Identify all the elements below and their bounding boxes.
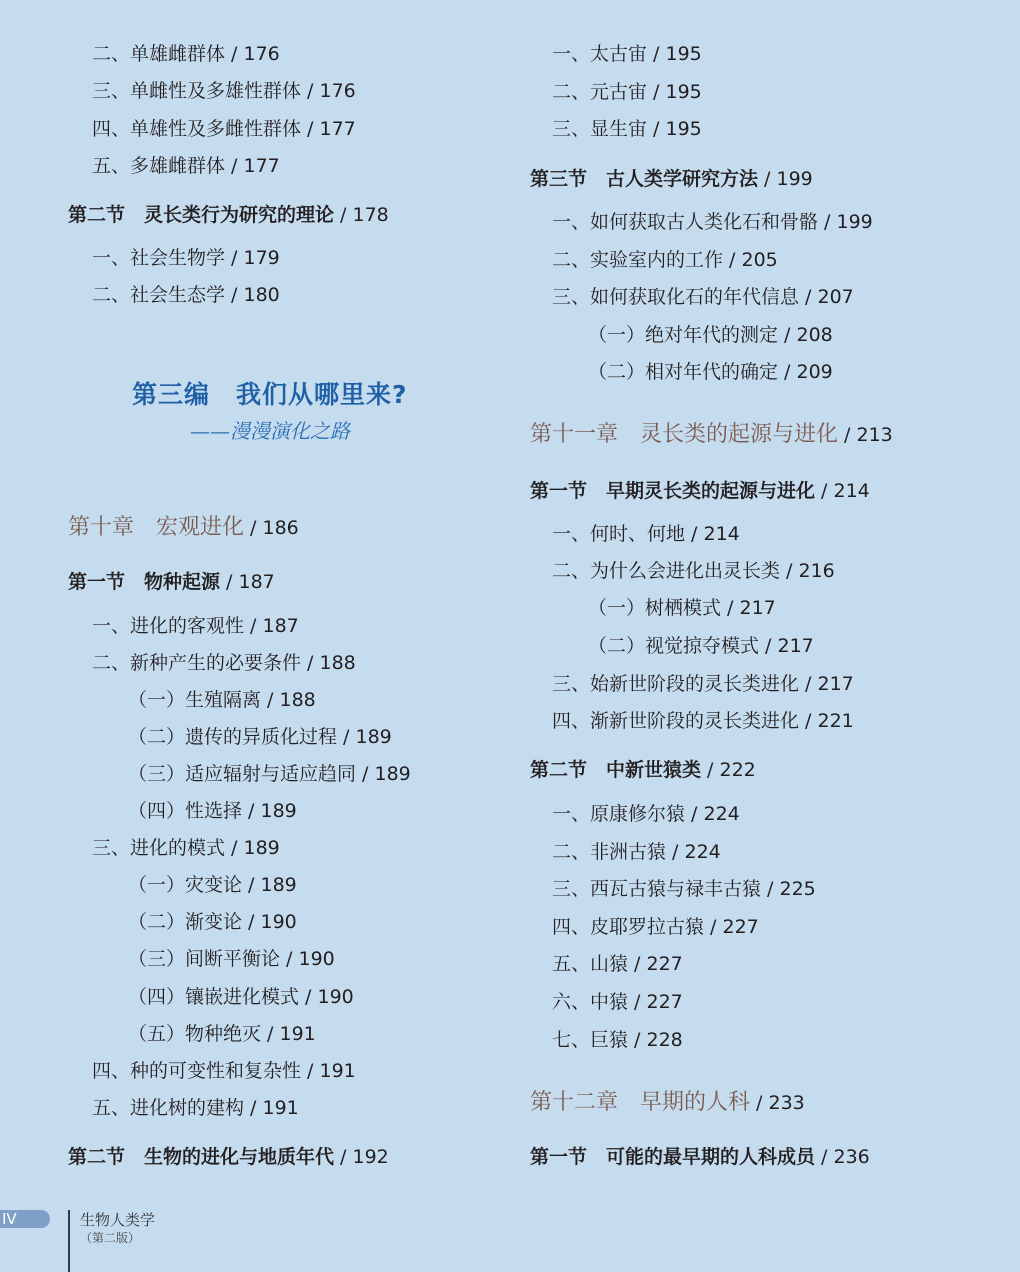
toc-item[interactable]: 二、非洲古猿 / 224 — [552, 841, 721, 863]
toc-item-text: （一）生殖隔离 — [128, 689, 262, 711]
toc-item-text: 二、元古宙 — [552, 81, 648, 103]
toc-section-text: 第二节 灵长类行为研究的理论 — [68, 204, 335, 226]
toc-item[interactable]: 五、多雄雌群体 / 177 — [92, 155, 280, 177]
toc-item[interactable]: 三、始新世阶段的灵长类进化 / 217 — [552, 673, 854, 695]
toc-item-text: （一）绝对年代的测定 — [588, 324, 779, 346]
toc-page-number: 188 — [319, 652, 356, 674]
toc-page-number: 227 — [646, 953, 683, 975]
toc-section[interactable]: 第三节 古人类学研究方法 / 199 — [530, 168, 813, 190]
toc-chapter[interactable]: 第十二章 早期的人科 / 233 — [530, 1090, 805, 1115]
toc-page-number: 228 — [646, 1029, 683, 1051]
toc-item-text: 五、进化树的建构 — [92, 1097, 245, 1119]
toc-item-text: 一、社会生物学 — [92, 247, 226, 269]
toc-item[interactable]: 四、皮耶罗拉古猿 / 227 — [552, 916, 759, 938]
toc-item-text: （五）物种绝灭 — [128, 1023, 262, 1045]
toc-page-number: 190 — [298, 948, 335, 970]
toc-item[interactable]: 一、如何获取古人类化石和骨骼 / 199 — [552, 211, 873, 233]
toc-section-text: 第二节 生物的进化与地质年代 — [68, 1146, 335, 1168]
toc-item[interactable]: 三、西瓦古猿与禄丰古猿 / 225 — [552, 878, 816, 900]
toc-page-number: 191 — [279, 1023, 316, 1045]
toc-page-number: 176 — [243, 43, 280, 65]
toc-subitem[interactable]: （一）生殖隔离 / 188 — [128, 689, 316, 711]
toc-page-number: 177 — [243, 155, 280, 177]
toc-page-number: 216 — [798, 560, 835, 582]
toc-page-number: 224 — [703, 803, 740, 825]
toc-item[interactable]: 二、实验室内的工作 / 205 — [552, 249, 778, 271]
toc-item-text: 六、中猿 — [552, 991, 629, 1013]
toc-item-text: （三）间断平衡论 — [128, 948, 281, 970]
toc-page-number: 214 — [833, 480, 870, 502]
toc-section[interactable]: 第二节 中新世猿类 / 222 — [530, 759, 756, 781]
toc-subitem[interactable]: （二）遗传的异质化过程 / 189 — [128, 726, 392, 748]
toc-item-text: 三、显生宙 — [552, 118, 648, 140]
toc-page-number: 195 — [665, 43, 702, 65]
page-number-tab — [0, 1210, 50, 1228]
toc-page-number: 188 — [279, 689, 316, 711]
toc-page-number: 199 — [776, 168, 813, 190]
toc-item-text: （一）灾变论 — [128, 874, 243, 896]
toc-item-text: （二）相对年代的确定 — [588, 361, 779, 383]
toc-page-number: 214 — [703, 523, 740, 545]
toc-page-number: 195 — [665, 81, 702, 103]
toc-item-text: 五、多雄雌群体 — [92, 155, 226, 177]
toc-item[interactable]: 四、单雄性及多雌性群体 / 177 — [92, 118, 356, 140]
toc-item-text: 一、如何获取古人类化石和骨骼 — [552, 211, 819, 233]
toc-item[interactable]: 一、社会生物学 / 179 — [92, 247, 280, 269]
toc-page-number: 227 — [646, 991, 683, 1013]
toc-item-text: 二、新种产生的必要条件 — [92, 652, 302, 674]
toc-page-number: 233 — [768, 1092, 805, 1114]
toc-page-number: 217 — [777, 635, 814, 657]
toc-page-number: 189 — [374, 763, 411, 785]
toc-page-number: 192 — [352, 1146, 389, 1168]
toc-chapter-text: 第十章 宏观进化 — [68, 515, 245, 540]
toc-page-number: 189 — [260, 800, 297, 822]
toc-item-text: 一、进化的客观性 — [92, 615, 245, 637]
toc-subitem[interactable]: （五）物种绝灭 / 191 — [128, 1023, 316, 1045]
toc-item-text: （四）镶嵌进化模式 — [128, 986, 300, 1008]
page-number-label: IV — [2, 1210, 17, 1228]
toc-item-text: 七、巨猿 — [552, 1029, 629, 1051]
toc-item-text: 三、如何获取化石的年代信息 — [552, 286, 800, 308]
toc-page-number: 189 — [243, 837, 280, 859]
toc-page-number: 190 — [317, 986, 354, 1008]
toc-subitem[interactable]: （二）相对年代的确定 / 209 — [588, 361, 833, 383]
toc-page-number: 208 — [796, 324, 833, 346]
toc-section-text: 第一节 早期灵长类的起源与进化 — [530, 480, 816, 502]
toc-item[interactable]: 二、新种产生的必要条件 / 188 — [92, 652, 356, 674]
toc-item-text: 四、皮耶罗拉古猿 — [552, 916, 705, 938]
toc-page-number: 217 — [739, 597, 776, 619]
toc-item[interactable]: 二、单雄雌群体 / 176 — [92, 43, 280, 65]
toc-item[interactable]: 三、显生宙 / 195 — [552, 118, 702, 140]
book-title: 生物人类学 — [80, 1211, 156, 1229]
toc-subitem[interactable]: （四）镶嵌进化模式 / 190 — [128, 986, 354, 1008]
toc-item[interactable]: 二、元古宙 / 195 — [552, 81, 702, 103]
toc-item-text: （二）遗传的异质化过程 — [128, 726, 338, 748]
toc-page-number: 209 — [796, 361, 833, 383]
toc-page-number: 189 — [260, 874, 297, 896]
toc-page-number: 217 — [817, 673, 854, 695]
toc-item[interactable]: 三、单雌性及多雄性群体 / 176 — [92, 80, 356, 102]
toc-section[interactable]: 第二节 灵长类行为研究的理论 / 178 — [68, 204, 389, 226]
toc-item[interactable]: 一、太古宙 / 195 — [552, 43, 702, 65]
footer-divider — [68, 1210, 70, 1272]
toc-page-number: 221 — [817, 710, 854, 732]
toc-item-text: 三、单雌性及多雄性群体 — [92, 80, 302, 102]
toc-item-text: 二、实验室内的工作 — [552, 249, 724, 271]
toc-item[interactable]: 二、为什么会进化出灵长类 / 216 — [552, 560, 835, 582]
toc-page-number: 222 — [719, 759, 756, 781]
toc-page-number: 178 — [352, 204, 389, 226]
toc-page-number: 189 — [355, 726, 392, 748]
toc-subitem[interactable]: （一）绝对年代的测定 / 208 — [588, 324, 833, 346]
toc-page-number: 177 — [319, 118, 356, 140]
toc-page-number: 187 — [262, 615, 299, 637]
toc-item-text: 四、渐新世阶段的灵长类进化 — [552, 710, 800, 732]
toc-page-number: 191 — [319, 1060, 356, 1082]
toc-item[interactable]: 六、中猿 / 227 — [552, 991, 683, 1013]
toc-section-text: 第二节 中新世猿类 — [530, 759, 702, 781]
toc-subitem[interactable]: （三）间断平衡论 / 190 — [128, 948, 335, 970]
toc-item-text: 一、原康修尔猿 — [552, 803, 686, 825]
toc-page-number: 199 — [836, 211, 873, 233]
toc-page-number: 186 — [262, 517, 299, 539]
toc-section[interactable]: 第一节 可能的最早期的人科成员 / 236 — [530, 1146, 870, 1168]
toc-subitem[interactable]: （一）灾变论 / 189 — [128, 874, 297, 896]
toc-item-text: 二、非洲古猿 — [552, 841, 667, 863]
toc-item[interactable]: 三、进化的模式 / 189 — [92, 837, 280, 859]
toc-chapter-text: 第十二章 早期的人科 — [530, 1090, 751, 1115]
toc-item[interactable]: 三、如何获取化石的年代信息 / 207 — [552, 286, 854, 308]
toc-subitem[interactable]: （二）渐变论 / 190 — [128, 911, 297, 933]
toc-item-text: 四、单雄性及多雌性群体 — [92, 118, 302, 140]
toc-item-text: 四、种的可变性和复杂性 — [92, 1060, 302, 1082]
toc-item-text: 三、进化的模式 — [92, 837, 226, 859]
toc-page-number: 176 — [319, 80, 356, 102]
toc-section[interactable]: 第一节 早期灵长类的起源与进化 / 214 — [530, 480, 870, 502]
toc-chapter-text: 第十一章 灵长类的起源与进化 — [530, 422, 839, 447]
toc-item[interactable]: 一、何时、何地 / 214 — [552, 523, 740, 545]
toc-section-text: 第三节 古人类学研究方法 — [530, 168, 759, 190]
book-edition: （第二版） — [80, 1231, 141, 1245]
toc-page-number: 205 — [741, 249, 778, 271]
toc-item-text: （四）性选择 — [128, 800, 243, 822]
toc-section[interactable]: 第二节 生物的进化与地质年代 / 192 — [68, 1146, 389, 1168]
toc-subitem[interactable]: （一）树栖模式 / 217 — [588, 597, 776, 619]
toc-page-number: 180 — [243, 284, 280, 306]
toc-page-number: 207 — [817, 286, 854, 308]
toc-item-text: （三）适应辐射与适应趋同 — [128, 763, 357, 785]
toc-page-number: 187 — [238, 571, 275, 593]
toc-item-text: 一、何时、何地 — [552, 523, 686, 545]
toc-page-number: 179 — [243, 247, 280, 269]
toc-page-number: 190 — [260, 911, 297, 933]
toc-item-text: （二）渐变论 — [128, 911, 243, 933]
toc-chapter[interactable]: 第十章 宏观进化 / 186 — [68, 515, 299, 540]
toc-page-number: 225 — [779, 878, 816, 900]
toc-item-text: （二）视觉掠夺模式 — [588, 635, 760, 657]
toc-item-text: 一、太古宙 — [552, 43, 648, 65]
part-title: 第三编 我们从哪里来? — [132, 380, 408, 409]
toc-page-number: 213 — [856, 424, 893, 446]
toc-item-text: 三、始新世阶段的灵长类进化 — [552, 673, 800, 695]
toc-section-text: 第一节 可能的最早期的人科成员 — [530, 1146, 816, 1168]
toc-item[interactable]: 一、进化的客观性 / 187 — [92, 615, 299, 637]
toc-subitem[interactable]: （二）视觉掠夺模式 / 217 — [588, 635, 814, 657]
toc-item-text: 二、单雄雌群体 — [92, 43, 226, 65]
toc-item[interactable]: 二、社会生态学 / 180 — [92, 284, 280, 306]
toc-page-number: 195 — [665, 118, 702, 140]
toc-item-text: 二、社会生态学 — [92, 284, 226, 306]
toc-section-text: 第一节 物种起源 — [68, 571, 221, 593]
toc-item[interactable]: 四、渐新世阶段的灵长类进化 / 221 — [552, 710, 854, 732]
toc-item-text: 五、山猿 — [552, 953, 629, 975]
toc-item-text: （一）树栖模式 — [588, 597, 722, 619]
toc-page-number: 236 — [833, 1146, 870, 1168]
toc-subitem[interactable]: （三）适应辐射与适应趋同 / 189 — [128, 763, 411, 785]
toc-chapter[interactable]: 第十一章 灵长类的起源与进化 / 213 — [530, 422, 893, 447]
toc-item[interactable]: 五、山猿 / 227 — [552, 953, 683, 975]
toc-item[interactable]: 四、种的可变性和复杂性 / 191 — [92, 1060, 356, 1082]
toc-item-text: 三、西瓦古猿与禄丰古猿 — [552, 878, 762, 900]
toc-item[interactable]: 一、原康修尔猿 / 224 — [552, 803, 740, 825]
toc-item[interactable]: 五、进化树的建构 / 191 — [92, 1097, 299, 1119]
toc-page-number: 224 — [684, 841, 721, 863]
part-subtitle: ——漫漫演化之路 — [190, 419, 350, 443]
toc-page-number: 227 — [722, 916, 759, 938]
toc-item-text: 二、为什么会进化出灵长类 — [552, 560, 781, 582]
toc-item[interactable]: 七、巨猿 / 228 — [552, 1029, 683, 1051]
toc-subitem[interactable]: （四）性选择 / 189 — [128, 800, 297, 822]
toc-section[interactable]: 第一节 物种起源 / 187 — [68, 571, 275, 593]
toc-page-number: 191 — [262, 1097, 299, 1119]
